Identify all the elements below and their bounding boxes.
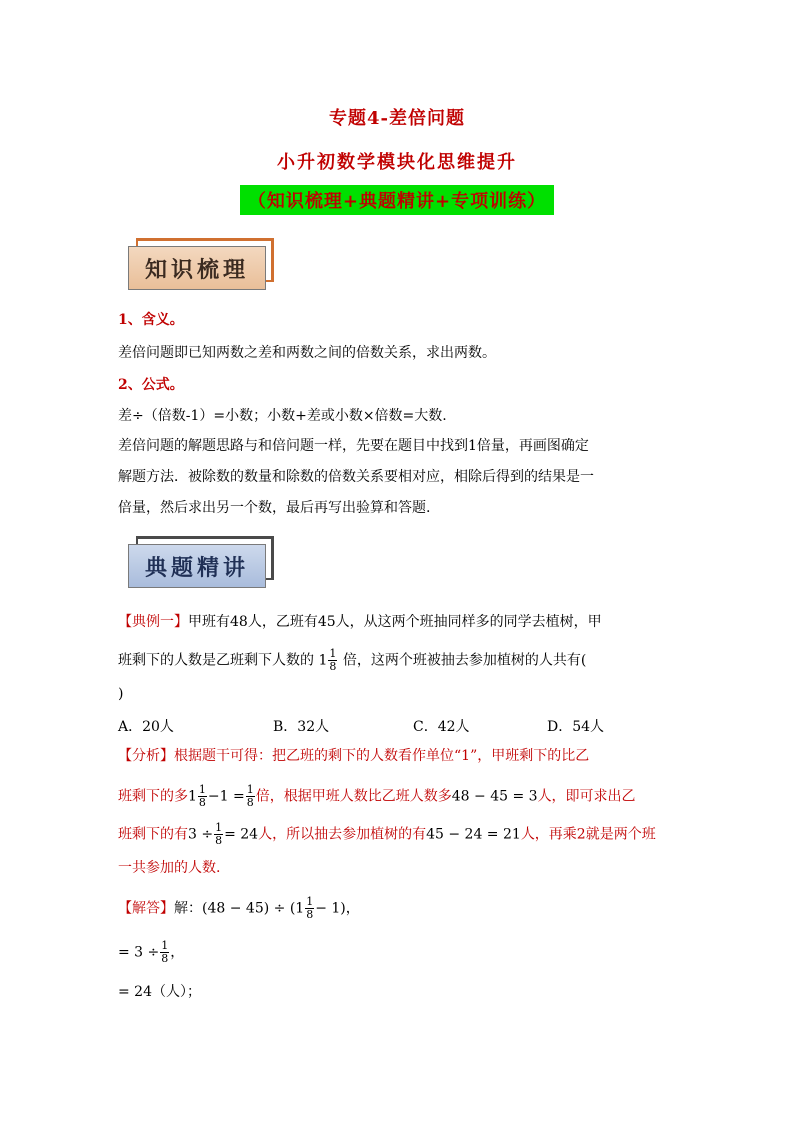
section-title-examples: 典题精讲 [128, 544, 266, 588]
section-badge-knowledge [128, 238, 274, 290]
option-b: B．32人 [273, 719, 330, 735]
fraction: $\frac{1}{8}$ [161, 939, 169, 965]
fraction: $\frac{1}{8}$ [329, 647, 337, 673]
knowledge-formula: 差÷（倍数-1）=小数；小数+差或小数×倍数=大数. [118, 408, 447, 424]
option-a: A．20人 [118, 719, 174, 735]
solution-line3: = 24（人）； [118, 984, 201, 1000]
analysis-line4: 一共参加的人数. [118, 860, 221, 876]
knowledge-paragraph-1: 差倍问题即已知两数之差和两数之间的倍数关系，求出两数。 [118, 345, 496, 361]
analysis-line2: 班剩下的多1 $\frac{1}{8}$ −1 = $\frac{1}{8}$ 倍，根据甲班人数比乙班人数多48 − 45 = 3人，即可求出乙 [118, 783, 636, 809]
document-title: 专题4-差倍问题 [329, 108, 465, 129]
example1-question-line2: 班剩下的人数是乙班剩下人数的 1 $\frac{1}{8}$ 倍，这两个班被抽去参加植树的人共有( [118, 647, 587, 673]
example1-label: 【典例一】 [118, 614, 188, 630]
fraction: $\frac{1}{8}$ [215, 821, 223, 847]
knowledge-paragraph-3c: 倍量，然后求出另一个数，最后再写出验算和答题. [118, 500, 431, 516]
analysis-label: 【分析】 [118, 748, 174, 764]
document-subtitle: 小升初数学模块化思维提升 [277, 152, 517, 173]
solution-line1: 【解答】解：(48 − 45) ÷ (1 $\frac{1}{8}$ − 1)， [118, 895, 360, 921]
section-badge-examples [128, 536, 274, 588]
fraction: $\frac{1}{8}$ [306, 895, 314, 921]
solution-label: 【解答】 [118, 900, 174, 917]
option-d: D．54人 [547, 719, 605, 735]
fraction: $\frac{1}{8}$ [198, 783, 206, 809]
section-title-knowledge: 知识梳理 [128, 246, 266, 290]
document-tag: （知识梳理+典题精讲+专项训练） [240, 185, 554, 215]
fraction: $\frac{1}{8}$ [246, 783, 254, 809]
analysis-line3: 班剩下的有3 ÷ $\frac{1}{8}$ = 24人，所以抽去参加植树的有45 − 24 = 21人，再乘2就是两个班 [118, 821, 656, 847]
option-c: C．42人 [413, 719, 470, 735]
knowledge-heading-2: 2、公式。 [118, 377, 184, 393]
example1-question-line3: ) [118, 686, 124, 702]
knowledge-heading-1: 1、含义。 [118, 312, 184, 328]
analysis-line1: 【分析】根据题干可得：把乙班的剩下的人数看作单位“1”，甲班剩下的比乙 [118, 748, 590, 764]
knowledge-paragraph-3a: 差倍问题的解题思路与和倍问题一样，先要在题目中找到1倍量，再画图确定 [118, 438, 589, 454]
knowledge-paragraph-3b: 解题方法．被除数的数量和除数的倍数关系要相对应，相除后得到的结果是一 [118, 469, 594, 485]
example1-question-line1: 【典例一】甲班有48人，乙班有45人，从这两个班抽同样多的同学去植树，甲 [118, 614, 602, 630]
solution-line2: = 3 ÷ $\frac{1}{8}$ ， [118, 939, 185, 965]
